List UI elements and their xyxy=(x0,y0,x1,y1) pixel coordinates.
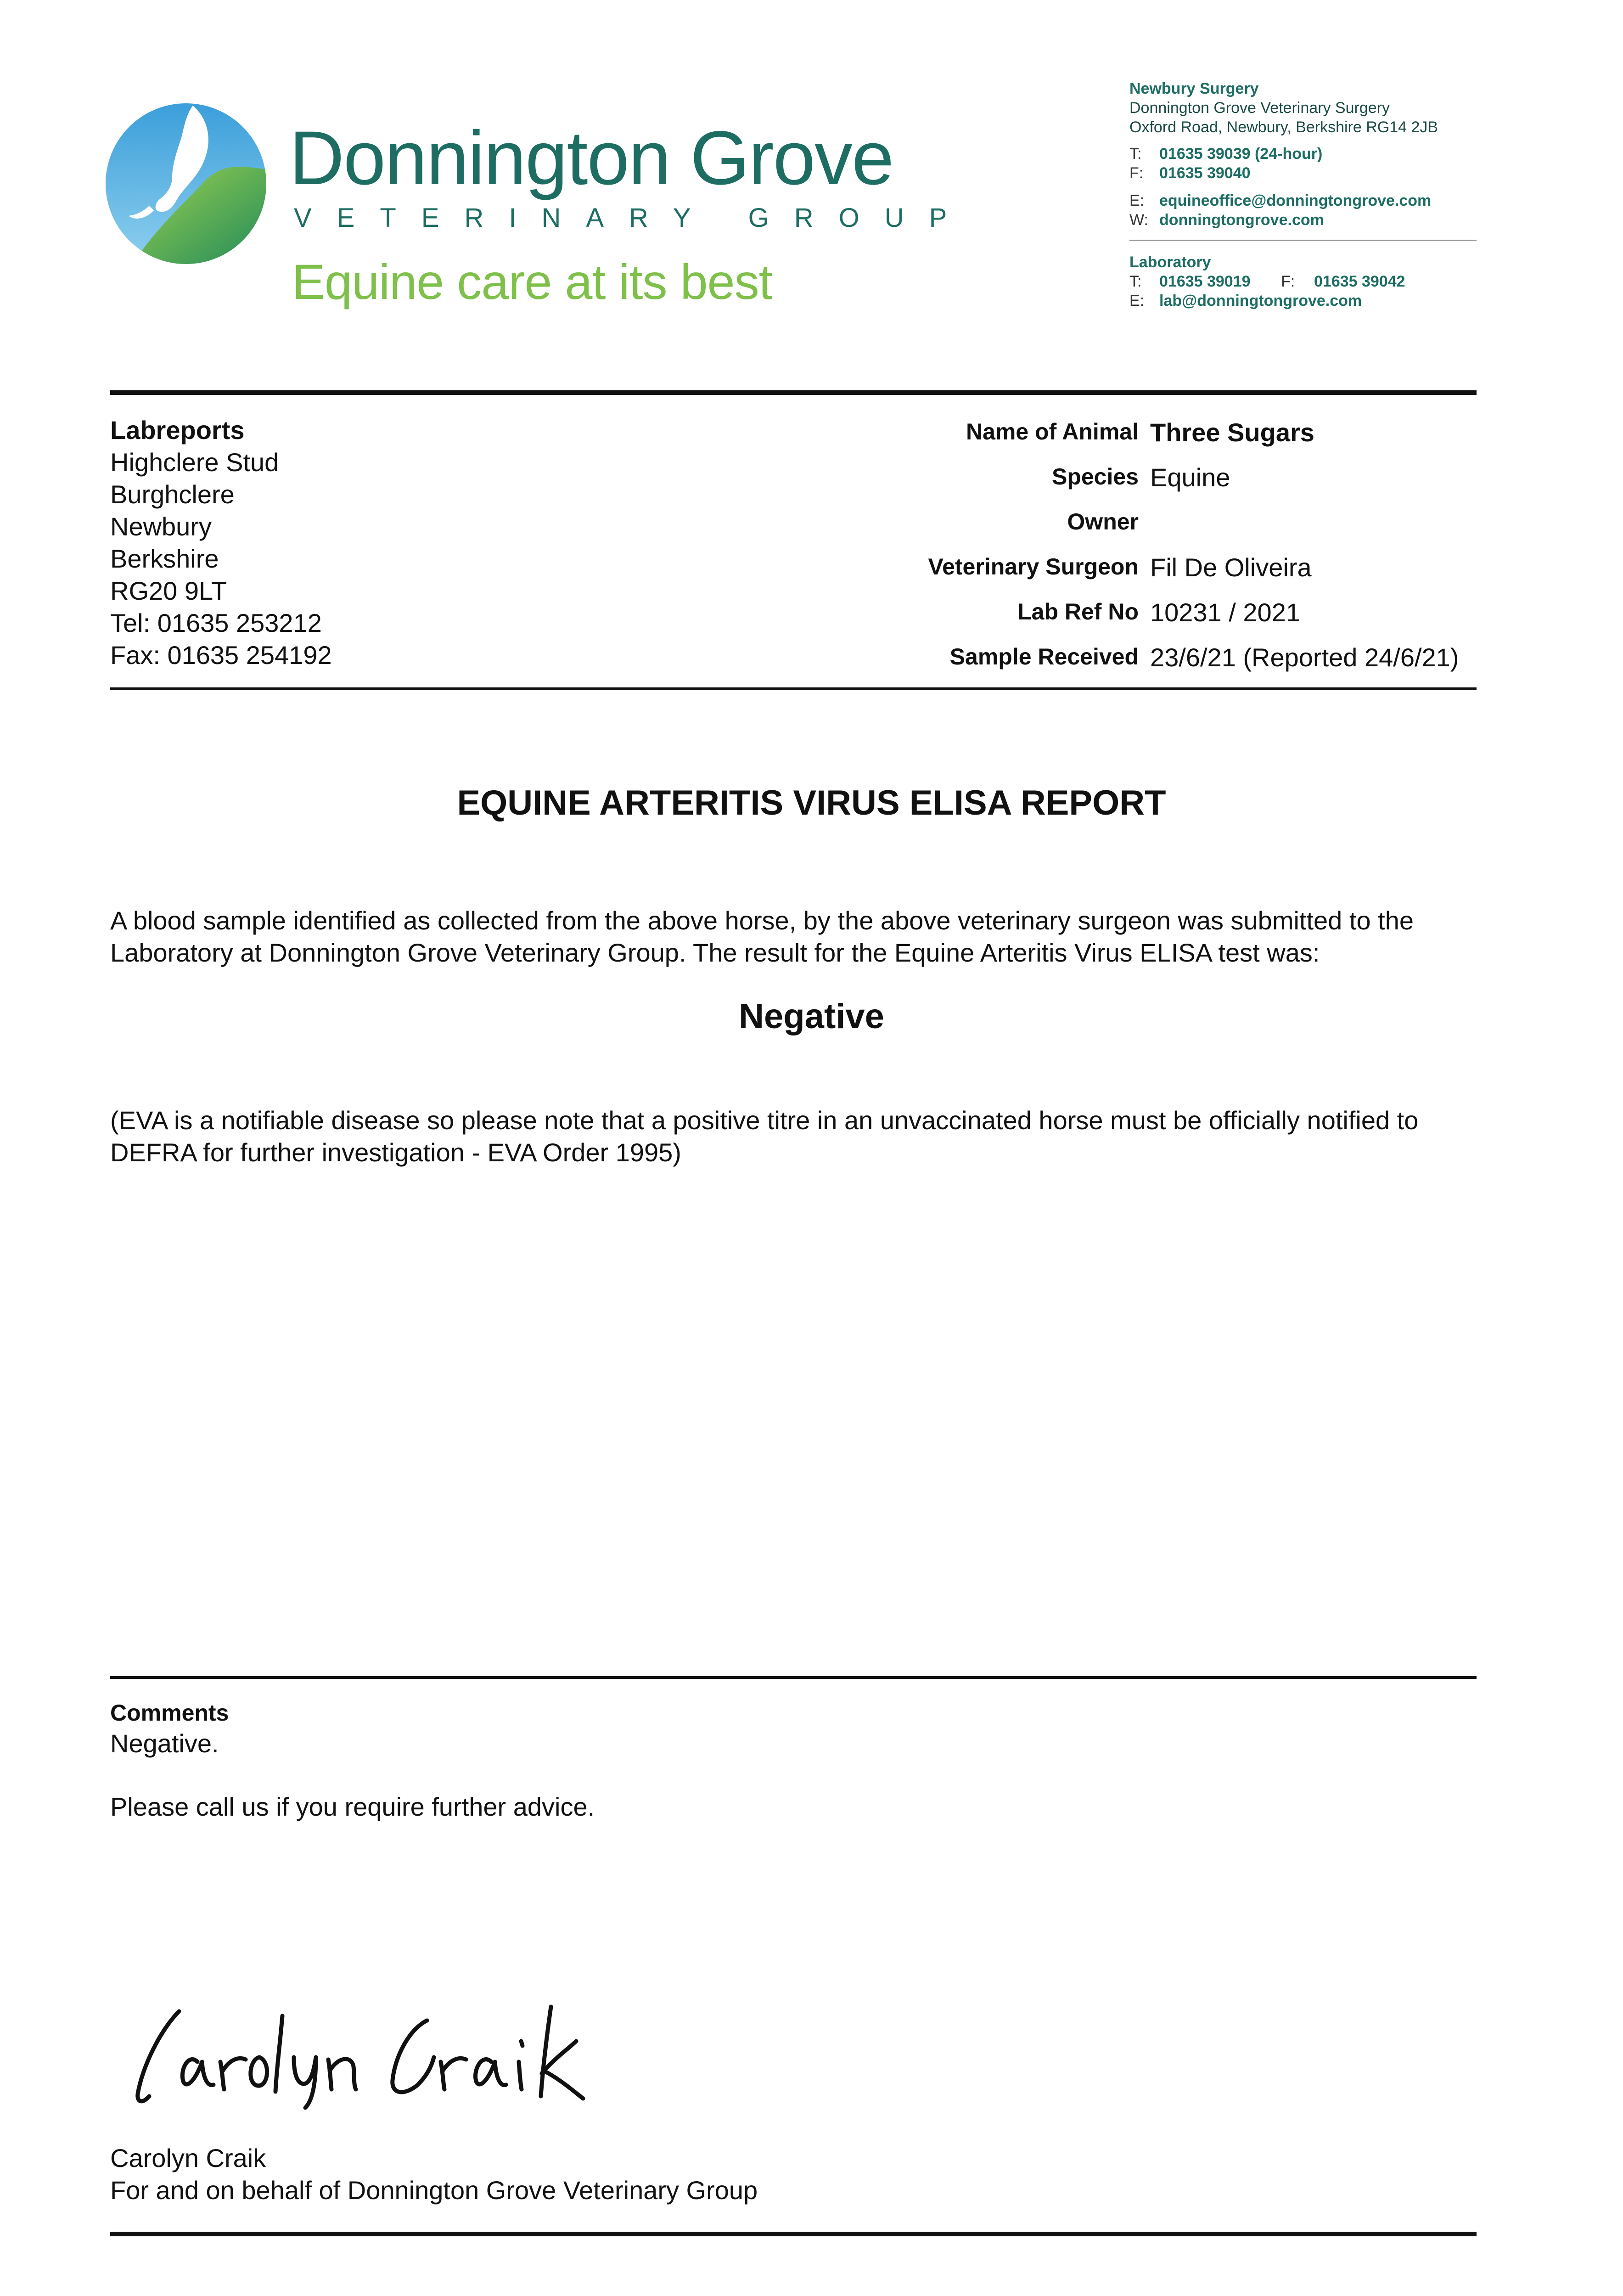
newbury-fax-label: F: xyxy=(1129,164,1144,182)
address-line: Tel: 01635 253212 xyxy=(110,608,322,637)
footer-rule xyxy=(110,2232,1477,2236)
recipient-address xyxy=(110,414,332,671)
contact-divider xyxy=(1129,240,1477,241)
detail-value-received: 23/6/21 (Reported 24/6/21) xyxy=(1150,643,1459,672)
detail-value-labref: 10231 / 2021 xyxy=(1150,598,1300,627)
address-line: Berkshire xyxy=(110,544,219,573)
newbury-web-label: W: xyxy=(1129,211,1148,229)
lab-fax-label: F: xyxy=(1281,273,1295,290)
detail-label-labref: Lab Ref No xyxy=(1017,599,1139,625)
address-line: RG20 9LT xyxy=(110,576,227,605)
comments-label: Comments xyxy=(110,1700,229,1726)
details-rule xyxy=(110,687,1477,690)
signer-name: Carolyn Craik xyxy=(110,2144,266,2172)
newbury-tel-label: T: xyxy=(1129,145,1142,163)
newbury-email-label: E: xyxy=(1129,192,1145,209)
address-line: Highclere Stud xyxy=(110,448,279,477)
lab-tel[interactable]: 01635 39019 xyxy=(1159,273,1251,290)
brand-tagline: Equine care at its best xyxy=(292,254,772,310)
notifiable-note: (EVA is a notifiable disease so please note that a positive titre in an unvaccinated horse must be officially notified to DEFRA for further investigation - EVA Order 1995) xyxy=(110,1106,1419,1167)
detail-label-received: Sample Received xyxy=(949,644,1139,670)
lab-fax: 01635 39042 xyxy=(1314,273,1405,290)
report-title: EQUINE ARTERITIS VIRUS ELISA REPORT xyxy=(457,783,1166,822)
address-line: Newbury xyxy=(110,512,212,541)
detail-label-vet: Veterinary Surgeon xyxy=(928,554,1139,580)
detail-value-animal: Three Sugars xyxy=(1150,418,1314,447)
address-line: Burghclere xyxy=(110,480,235,509)
header-rule xyxy=(110,390,1477,395)
detail-value-vet: Fil De Oliveira xyxy=(1150,553,1312,582)
detail-label-animal: Name of Animal xyxy=(966,419,1139,445)
newbury-line2: Oxford Road, Newbury, Berkshire RG14 2JB xyxy=(1129,118,1438,136)
detail-label-owner: Owner xyxy=(1067,509,1139,535)
laboratory-heading: Laboratory xyxy=(1129,253,1211,271)
newbury-heading: Newbury Surgery xyxy=(1129,80,1259,97)
lab-email-link[interactable]: lab@donningtongrove.com xyxy=(1159,292,1362,310)
address-line: Fax: 01635 254192 xyxy=(110,641,332,670)
comments-text: Negative. xyxy=(110,1729,219,1758)
newbury-tel[interactable]: 01635 39039 (24-hour) xyxy=(1159,145,1323,163)
detail-value-species: Equine xyxy=(1150,463,1230,492)
newbury-fax: 01635 39040 xyxy=(1159,164,1251,182)
brand-logo-icon xyxy=(103,101,269,266)
newbury-email-link[interactable]: equineoffice@donningtongrove.com xyxy=(1159,192,1432,209)
test-result: Negative xyxy=(739,997,884,1036)
lab-tel-label: T: xyxy=(1129,273,1142,290)
signature-image xyxy=(129,1998,725,2112)
lab-email-label: E: xyxy=(1129,292,1145,310)
detail-label-species: Species xyxy=(1051,464,1139,490)
brand-subtitle: VETERINARY GROUP xyxy=(294,203,972,233)
signer-role: For and on behalf of Donnington Grove Veterinary Group xyxy=(110,2176,758,2205)
recipient-name: Labreports xyxy=(110,416,245,445)
newbury-web-link[interactable]: donningtongrove.com xyxy=(1159,211,1324,229)
report-intro: A blood sample identified as collected from the above horse, by the above veterinary surgeon was submitted to the Laboratory at Donnington Grove Veterinary Group. The result for the Equine Arteritis Virus ELISA test was: xyxy=(110,906,1414,967)
advice-text: Please call us if you require further advice. xyxy=(110,1792,595,1821)
comments-rule xyxy=(110,1676,1477,1679)
newbury-line1: Donnington Grove Veterinary Surgery xyxy=(1129,99,1390,117)
brand-name: Donnington Grove xyxy=(289,116,893,201)
